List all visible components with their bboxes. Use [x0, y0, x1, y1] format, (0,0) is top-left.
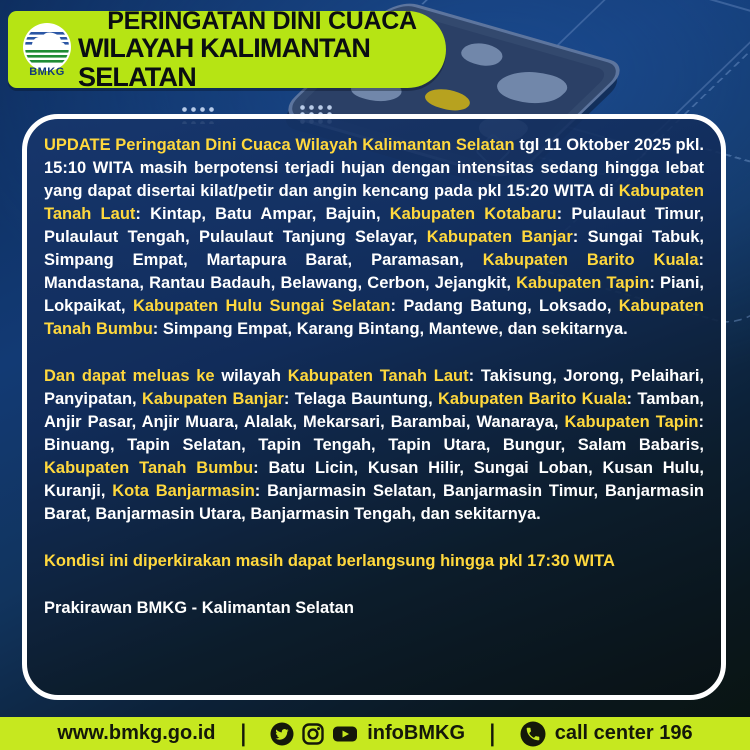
header-title-line1: PERINGATAN DINI CUACA [107, 6, 417, 35]
text-segment: : Tamban, Anjir Pasar, Anjir Muara, Alalak, Mekarsari, Barambai, Wanaraya, [44, 390, 704, 431]
text-segment: Kabupaten Tanah Laut [287, 367, 469, 385]
text-segment: Kabupaten Tanah Bumbu [44, 459, 254, 477]
text-segment: Kondisi ini diperkirakan masih dapat berlangsung hingga pkl 17:30 WITA [44, 552, 615, 570]
text-segment: Kabupaten Kotabaru [389, 205, 557, 223]
text-segment: Kabupaten Banjar [426, 228, 573, 246]
warning-paragraph [44, 550, 704, 573]
youtube-icon [332, 722, 358, 746]
call-center-label: call center 196 [554, 722, 693, 744]
instagram-icon [301, 722, 325, 746]
warning-panel [22, 114, 726, 700]
header-title-line2: WILAYAH KALIMANTAN SELATAN [78, 33, 371, 92]
text-segment: Kabupaten Tanah Laut [44, 182, 704, 223]
text-segment: Kabupaten Tanah Bumbu [44, 297, 704, 338]
text-segment: : Telaga Bauntung, [283, 390, 439, 408]
warning-paragraph [44, 134, 704, 341]
footer-separator: | [489, 719, 496, 747]
social-group [270, 722, 465, 746]
footer-separator: | [240, 719, 246, 747]
warning-text [44, 134, 704, 620]
social-icons [270, 722, 358, 746]
text-segment: : Piani, Lokpaikat, [44, 274, 705, 315]
text-segment: : Padang Batung, Loksado, [390, 297, 619, 315]
text-segment: Prakirawan BMKG - Kalimantan Selatan [44, 599, 354, 617]
warning-paragraph [44, 597, 704, 620]
call-center-group [520, 721, 693, 747]
text-segment: : Binuang, Tapin Selatan, Tapin Tengah, Tapin Utara, Bungur, Salam Babaris, [44, 413, 704, 454]
header-banner [8, 6, 446, 92]
text-segment: Kabupaten Barito Kuala [438, 390, 627, 408]
header-titles [78, 8, 446, 92]
website-link: www.bmkg.go.id [57, 722, 216, 744]
text-segment: Kabupaten Banjar [141, 390, 284, 408]
bmkg-logo-icon [22, 22, 72, 72]
text-segment: Kabupaten Barito Kuala [482, 251, 699, 269]
text-segment: : Kintap, Batu Ampar, Bajuin, [135, 205, 390, 223]
bmkg-logo-text: BMKG [29, 65, 65, 78]
text-segment: Kabupaten Tapin [564, 413, 699, 431]
text-segment: : Takisung, Jorong, Pelaihari, Panyipatan, [44, 367, 705, 408]
text-segment: : Batu Licin, Kusan Hilir, Sungai Loban, Kusan Hulu, Kuranji, [44, 459, 704, 500]
text-segment: wilayah [214, 367, 288, 385]
text-segment: Kabupaten Tapin [516, 274, 650, 292]
text-segment: : Banjarmasin Selatan, Banjarmasin Timur, Banjarmasin Barat, Banjarmasin Utara, Banjarmasin Tengah, dan sekitarnya. [44, 482, 704, 523]
text-segment: tgl 11 Oktober 2025 pkl. 15:10 WITA masih berpotensi terjadi hujan dengan intensitas sedang hingga lebat yang dapat disertai kilat/petir dan angin kencang pada pkl 15:20 WITA di [44, 136, 704, 200]
text-segment: : Mandastana, Rantau Badauh, Belawang, Cerbon, Jejangkit, [44, 251, 704, 292]
text-segment: Dan dapat meluas ke [44, 367, 215, 385]
text-segment: : Pulaulaut Timur, Pulaulaut Tengah, Pulaulaut Tanjung Selayar, [44, 205, 704, 246]
text-segment: Kabupaten Hulu Sungai Selatan [132, 297, 391, 315]
phone-icon [520, 721, 546, 747]
footer-bar [0, 717, 750, 750]
text-segment: : Sungai Tabuk, Simpang Empat, Martapura Barat, Paramasan, [44, 228, 704, 269]
twitter-icon [270, 722, 294, 746]
warning-paragraph [44, 365, 704, 526]
text-segment: UPDATE Peringatan Dini Cuaca Wilayah Kalimantan Selatan [44, 136, 515, 154]
bmkg-logo [16, 22, 78, 78]
social-handle-label: infoBMKG [367, 722, 466, 744]
text-segment: Kota Banjarmasin [112, 482, 255, 500]
text-segment: : Simpang Empat, Karang Bintang, Mantewe, dan sekitarnya. [152, 320, 628, 338]
